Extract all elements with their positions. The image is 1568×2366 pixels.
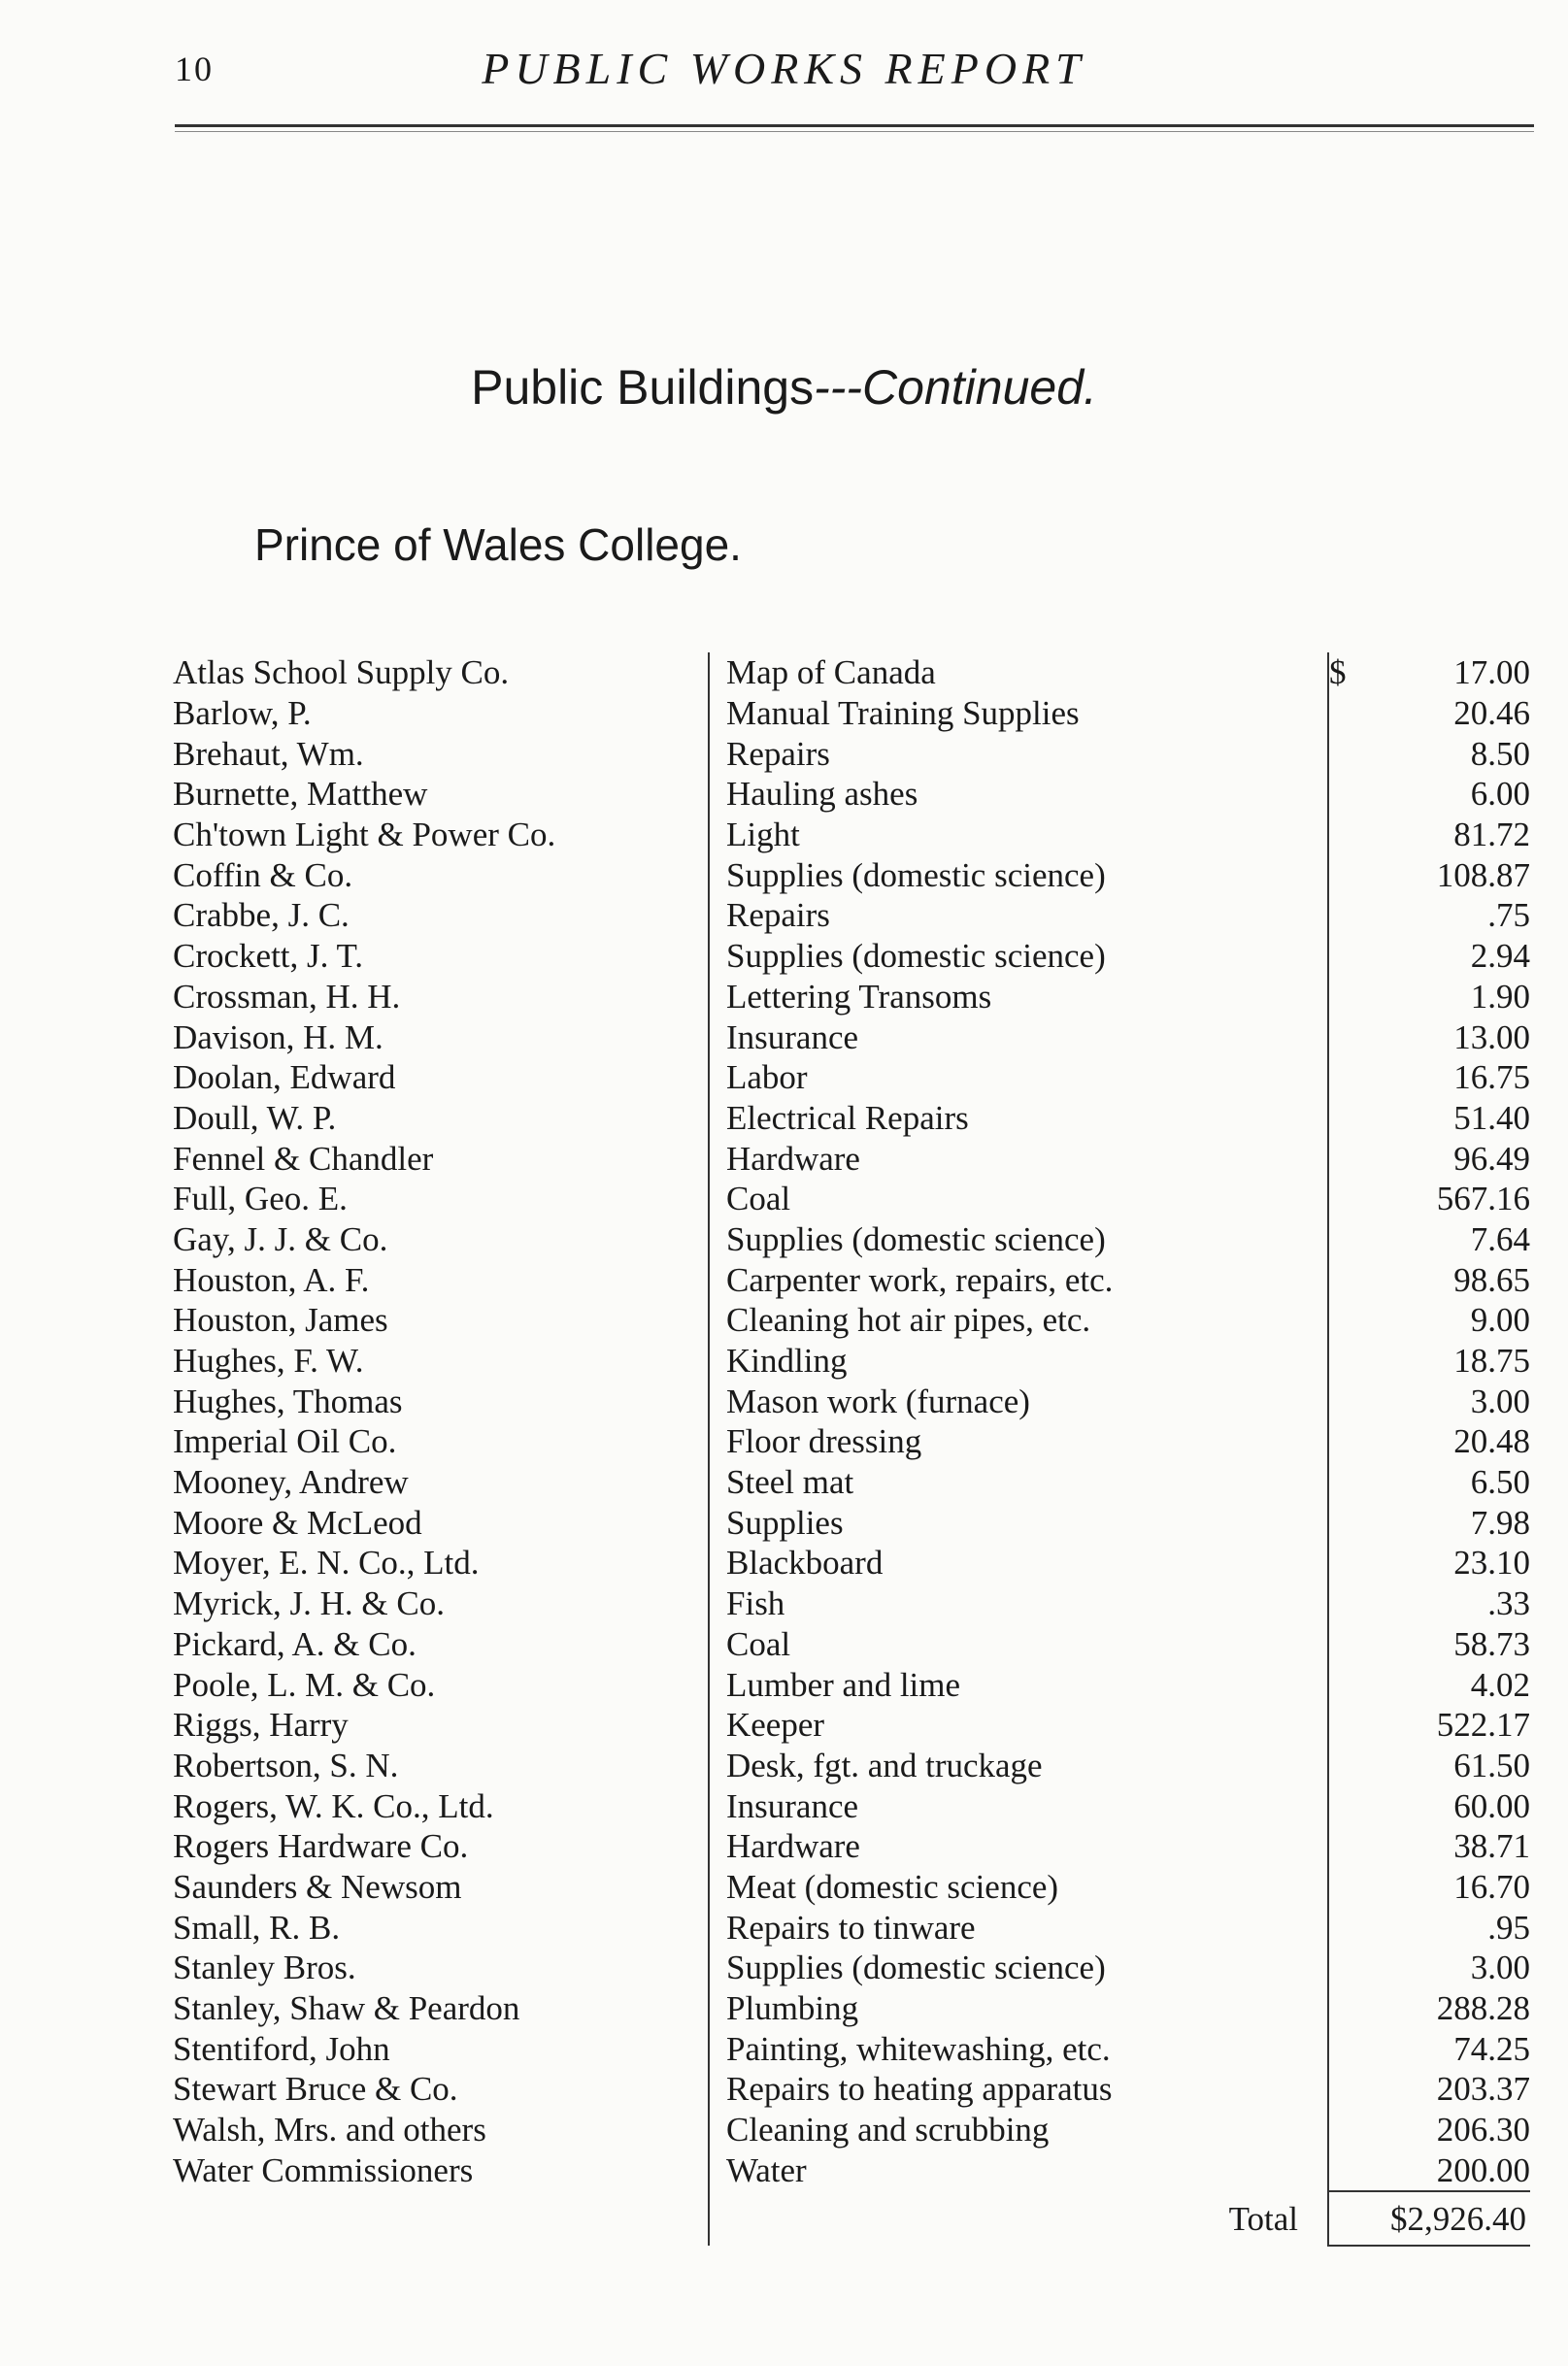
column-divider xyxy=(709,1502,726,1543)
expense-amount: .75 xyxy=(1487,896,1530,935)
expense-amount: 16.75 xyxy=(1453,1058,1530,1097)
expense-item: Labor xyxy=(726,1058,808,1097)
payee-name: Gay, J. J. & Co. xyxy=(173,1219,388,1258)
table-row xyxy=(173,2110,1530,2150)
expense-amount: 16.70 xyxy=(1453,1867,1530,1906)
expense-item: Insurance xyxy=(726,1786,859,1825)
column-divider xyxy=(709,1785,726,1826)
payee-name: Water Commissioners xyxy=(173,2151,474,2190)
table-row xyxy=(173,1300,1530,1341)
expense-amount: .33 xyxy=(1487,1584,1530,1623)
payee-name: Imperial Oil Co. xyxy=(173,1422,397,1461)
table-row xyxy=(173,1867,1530,1908)
expense-item: Map of Canada xyxy=(726,653,936,692)
table-row xyxy=(173,774,1530,815)
expense-amount: 3.00 xyxy=(1470,1382,1530,1420)
expense-amount: 18.75 xyxy=(1453,1342,1530,1381)
payee-name: Riggs, Harry xyxy=(173,1706,349,1745)
column-divider xyxy=(709,774,726,815)
payee-name: Crockett, J. T. xyxy=(173,937,364,976)
payee-name: Barlow, P. xyxy=(173,694,312,733)
expense-item: Lettering Transoms xyxy=(726,977,992,1016)
expense-amount: 61.50 xyxy=(1453,1746,1530,1784)
table-row xyxy=(173,652,1530,693)
currency-symbol xyxy=(1328,1219,1390,1260)
expense-amount: 7.64 xyxy=(1470,1219,1530,1258)
expense-amount: 98.65 xyxy=(1453,1260,1530,1299)
expense-item: Manual Training Supplies xyxy=(726,694,1080,733)
currency-symbol xyxy=(1328,733,1390,774)
currency-symbol xyxy=(1328,693,1390,734)
expense-item: Repairs xyxy=(726,734,830,773)
payee-name: Stewart Bruce & Co. xyxy=(173,2070,458,2109)
table-row xyxy=(173,1462,1530,1503)
table-row xyxy=(173,2069,1530,2110)
table-row xyxy=(173,977,1530,1017)
expense-amount: 567.16 xyxy=(1436,1180,1530,1218)
expense-item: Electrical Repairs xyxy=(726,1098,969,1137)
payee-name: Houston, James xyxy=(173,1301,388,1340)
expense-item: Carpenter work, repairs, etc. xyxy=(726,1260,1114,1299)
currency-symbol xyxy=(1328,1988,1390,2029)
currency-symbol xyxy=(1328,2149,1390,2191)
payee-name: Crabbe, J. C. xyxy=(173,896,350,935)
payee-name: Rogers, W. K. Co., Ltd. xyxy=(173,1786,494,1825)
expenditure-table xyxy=(173,652,1530,2247)
currency-symbol xyxy=(1328,1705,1390,1746)
expense-amount: 96.49 xyxy=(1453,1139,1530,1178)
table-row xyxy=(173,1259,1530,1300)
payee-name: Stentiford, John xyxy=(173,2029,390,2068)
column-divider xyxy=(709,1381,726,1421)
currency-symbol: $ xyxy=(1328,652,1390,693)
expense-item: Supplies xyxy=(726,1503,844,1542)
expense-amount: 38.71 xyxy=(1453,1827,1530,1866)
payee-name: Rogers Hardware Co. xyxy=(173,1827,469,1866)
expense-amount: 74.25 xyxy=(1453,2029,1530,2068)
currency-symbol xyxy=(1328,1867,1390,1908)
expense-item: Steel mat xyxy=(726,1463,854,1502)
expense-amount: 23.10 xyxy=(1453,1544,1530,1583)
expense-amount: 60.00 xyxy=(1453,1786,1530,1825)
expense-amount: 20.46 xyxy=(1453,694,1530,733)
payee-name: Small, R. B. xyxy=(173,1908,341,1947)
expense-amount: 7.98 xyxy=(1470,1503,1530,1542)
expense-amount: 2.94 xyxy=(1470,937,1530,976)
header-rule xyxy=(175,124,1534,127)
expense-amount: 288.28 xyxy=(1436,1989,1530,2028)
currency-symbol xyxy=(1328,1057,1390,1098)
column-divider xyxy=(709,1219,726,1260)
column-divider xyxy=(709,1826,726,1867)
header-rule-thin xyxy=(175,131,1534,132)
currency-symbol xyxy=(1328,1300,1390,1341)
expense-item: Supplies (domestic science) xyxy=(726,855,1106,894)
payee-name: Crossman, H. H. xyxy=(173,977,401,1016)
currency-symbol xyxy=(1328,1583,1390,1624)
expense-item: Coal xyxy=(726,1624,791,1663)
expense-item: Supplies (domestic science) xyxy=(726,1949,1106,1987)
total-label: Total xyxy=(1228,2199,1298,2238)
table-row xyxy=(173,1907,1530,1948)
table-row xyxy=(173,693,1530,734)
column-divider xyxy=(709,815,726,855)
currency-symbol xyxy=(1328,1016,1390,1057)
payee-name: Coffin & Co. xyxy=(173,855,353,894)
column-divider xyxy=(709,1138,726,1179)
expense-item: Mason work (furnace) xyxy=(726,1382,1030,1420)
expense-amount: .95 xyxy=(1487,1908,1530,1947)
expense-item: Repairs to tinware xyxy=(726,1908,976,1947)
payee-name: Brehaut, Wm. xyxy=(173,734,364,773)
column-divider xyxy=(709,2028,726,2069)
expense-amount: 13.00 xyxy=(1453,1017,1530,1056)
expense-item: Hardware xyxy=(726,1139,860,1178)
expense-amount: 6.50 xyxy=(1470,1463,1530,1502)
expense-item: Repairs xyxy=(726,896,830,935)
column-divider xyxy=(709,1907,726,1948)
table-row xyxy=(173,1502,1530,1543)
table-row xyxy=(173,2028,1530,2069)
expense-item: Lumber and lime xyxy=(726,1665,961,1704)
expense-item: Plumbing xyxy=(726,1989,859,2028)
payee-name: Robertson, S. N. xyxy=(173,1746,399,1784)
column-divider xyxy=(709,1179,726,1219)
currency-symbol xyxy=(1328,854,1390,895)
section-title-main: Public Buildings xyxy=(471,360,815,415)
expense-item: Supplies (domestic science) xyxy=(726,937,1106,976)
expense-amount: 81.72 xyxy=(1453,816,1530,854)
payee-name: Saunders & Newsom xyxy=(173,1867,462,1906)
expense-item: Keeper xyxy=(726,1706,825,1745)
currency-symbol xyxy=(1328,1381,1390,1421)
column-divider xyxy=(709,693,726,734)
column-divider xyxy=(709,854,726,895)
expense-item: Blackboard xyxy=(726,1544,884,1583)
expense-item: Desk, fgt. and truckage xyxy=(726,1746,1043,1784)
column-divider xyxy=(709,1462,726,1503)
column-divider xyxy=(709,1341,726,1382)
expense-item: Supplies (domestic science) xyxy=(726,1219,1106,1258)
column-divider xyxy=(709,1664,726,1705)
expense-item: Cleaning and scrubbing xyxy=(726,2111,1050,2149)
table-row xyxy=(173,1583,1530,1624)
currency-symbol xyxy=(1328,774,1390,815)
payee-name: Poole, L. M. & Co. xyxy=(173,1665,436,1704)
column-divider xyxy=(709,977,726,1017)
column-divider xyxy=(709,1259,726,1300)
column-divider xyxy=(709,1543,726,1583)
payee-name: Moyer, E. N. Co., Ltd. xyxy=(173,1544,480,1583)
table-row xyxy=(173,1381,1530,1421)
table-row xyxy=(173,1098,1530,1139)
table-row xyxy=(173,1826,1530,1867)
table-row xyxy=(173,1219,1530,1260)
currency-symbol xyxy=(1328,1907,1390,1948)
column-divider xyxy=(709,1867,726,1908)
column-divider xyxy=(709,895,726,936)
expense-item: Fish xyxy=(726,1584,785,1623)
currency-symbol xyxy=(1328,936,1390,977)
column-divider xyxy=(709,1016,726,1057)
currency-symbol xyxy=(1328,2069,1390,2110)
expense-item: Water xyxy=(726,2151,807,2190)
payee-name: Burnette, Matthew xyxy=(173,775,428,814)
expense-amount: 51.40 xyxy=(1453,1098,1530,1137)
currency-symbol xyxy=(1328,1179,1390,1219)
currency-symbol xyxy=(1328,1948,1390,1988)
section-title xyxy=(0,359,1568,416)
currency-symbol xyxy=(1328,2028,1390,2069)
expense-amount: 206.30 xyxy=(1436,2111,1530,2149)
table-row xyxy=(173,1016,1530,1057)
expense-amount: 108.87 xyxy=(1436,855,1530,894)
payee-name: Walsh, Mrs. and others xyxy=(173,2111,486,2149)
table-row xyxy=(173,733,1530,774)
column-divider xyxy=(709,1421,726,1462)
column-divider xyxy=(709,1705,726,1746)
column-divider xyxy=(709,2191,726,2246)
expense-amount: 17.00 xyxy=(1453,653,1530,692)
payee-name: Doolan, Edward xyxy=(173,1058,396,1097)
column-divider xyxy=(709,1300,726,1341)
expense-item: Insurance xyxy=(726,1017,859,1056)
column-divider xyxy=(709,936,726,977)
column-divider xyxy=(709,1746,726,1786)
expense-item: Hauling ashes xyxy=(726,775,918,814)
currency-symbol xyxy=(1328,1785,1390,1826)
payee-name: Houston, A. F. xyxy=(173,1260,370,1299)
currency-symbol xyxy=(1328,977,1390,1017)
currency-symbol xyxy=(1328,1341,1390,1382)
payee-name: Hughes, F. W. xyxy=(173,1342,364,1381)
table-row xyxy=(173,1746,1530,1786)
table-row xyxy=(173,936,1530,977)
column-divider xyxy=(709,652,726,693)
payee-name: Doull, W. P. xyxy=(173,1098,337,1137)
table-row xyxy=(173,1988,1530,2029)
expense-amount: 200.00 xyxy=(1436,2150,1530,2189)
column-divider xyxy=(709,1624,726,1665)
currency-symbol xyxy=(1328,2110,1390,2150)
table-row xyxy=(173,895,1530,936)
expense-amount: 58.73 xyxy=(1453,1624,1530,1663)
currency-symbol xyxy=(1328,1259,1390,1300)
expense-item: Repairs to heating apparatus xyxy=(726,2070,1113,2109)
table-row xyxy=(173,1705,1530,1746)
payee-name: Hughes, Thomas xyxy=(173,1382,403,1420)
expense-item: Cleaning hot air pipes, etc. xyxy=(726,1301,1091,1340)
expense-amount: 20.48 xyxy=(1453,1422,1530,1461)
expense-item: Coal xyxy=(726,1180,791,1218)
table-row xyxy=(173,854,1530,895)
expense-amount: 9.00 xyxy=(1470,1301,1530,1340)
currency-symbol xyxy=(1328,1421,1390,1462)
column-divider xyxy=(709,2110,726,2150)
column-divider xyxy=(709,2069,726,2110)
expense-item: Floor dressing xyxy=(726,1422,922,1461)
currency-symbol xyxy=(1328,1502,1390,1543)
column-divider xyxy=(709,1948,726,1988)
payee-name: Myrick, J. H. & Co. xyxy=(173,1584,445,1623)
payee-name: Mooney, Andrew xyxy=(173,1463,409,1502)
column-divider xyxy=(709,1098,726,1139)
expense-amount: 8.50 xyxy=(1470,734,1530,773)
running-title: PUBLIC WORKS REPORT xyxy=(482,44,1086,93)
table-row xyxy=(173,815,1530,855)
payee-name: Stanley Bros. xyxy=(173,1949,356,1987)
table-row xyxy=(173,2149,1530,2191)
column-divider xyxy=(709,1988,726,2029)
payee-name: Pickard, A. & Co. xyxy=(173,1624,417,1663)
expense-item: Hardware xyxy=(726,1827,860,1866)
expense-amount: 4.02 xyxy=(1470,1665,1530,1704)
payee-name: Fennel & Chandler xyxy=(173,1139,434,1178)
currency-symbol xyxy=(1328,1624,1390,1665)
table-row xyxy=(173,1179,1530,1219)
total-spacer xyxy=(173,2191,709,2246)
currency-symbol xyxy=(1328,1746,1390,1786)
table-row xyxy=(173,1624,1530,1665)
section-subtitle: Prince of Wales College. xyxy=(254,519,742,570)
payee-name: Stanley, Shaw & Peardon xyxy=(173,1989,520,2028)
table-row xyxy=(173,1057,1530,1098)
payee-name: Moore & McLeod xyxy=(173,1503,422,1542)
payee-name: Atlas School Supply Co. xyxy=(173,653,510,692)
table-row xyxy=(173,1543,1530,1583)
column-divider xyxy=(709,2149,726,2191)
table-row xyxy=(173,1664,1530,1705)
total-amount: $2,926.40 xyxy=(1328,2191,1530,2246)
expense-amount: 522.17 xyxy=(1436,1706,1530,1745)
total-row xyxy=(173,2191,1530,2246)
expense-amount: 203.37 xyxy=(1436,2070,1530,2109)
currency-symbol xyxy=(1328,815,1390,855)
currency-symbol xyxy=(1328,1664,1390,1705)
column-divider xyxy=(709,1583,726,1624)
currency-symbol xyxy=(1328,1543,1390,1583)
expense-item: Light xyxy=(726,816,800,854)
expense-amount: 3.00 xyxy=(1470,1949,1530,1987)
expense-amount: 6.00 xyxy=(1470,775,1530,814)
expense-item: Meat (domestic science) xyxy=(726,1867,1059,1906)
page-number: 10 xyxy=(175,50,214,88)
column-divider xyxy=(709,1057,726,1098)
column-divider xyxy=(709,733,726,774)
currency-symbol xyxy=(1328,1138,1390,1179)
payee-name: Davison, H. M. xyxy=(173,1017,384,1056)
section-title-continued: ---Continued. xyxy=(814,360,1097,415)
currency-symbol xyxy=(1328,1826,1390,1867)
currency-symbol xyxy=(1328,1462,1390,1503)
currency-symbol xyxy=(1328,895,1390,936)
table-row xyxy=(173,1421,1530,1462)
table-row xyxy=(173,1785,1530,1826)
expense-item: Kindling xyxy=(726,1342,848,1381)
expense-amount: 1.90 xyxy=(1470,977,1530,1016)
table-row xyxy=(173,1341,1530,1382)
table-row xyxy=(173,1948,1530,1988)
payee-name: Ch'town Light & Power Co. xyxy=(173,816,556,854)
table-row xyxy=(173,1138,1530,1179)
payee-name: Full, Geo. E. xyxy=(173,1180,348,1218)
currency-symbol xyxy=(1328,1098,1390,1139)
expense-item: Painting, whitewashing, etc. xyxy=(726,2029,1111,2068)
expenditure-table-body xyxy=(173,652,1530,2246)
